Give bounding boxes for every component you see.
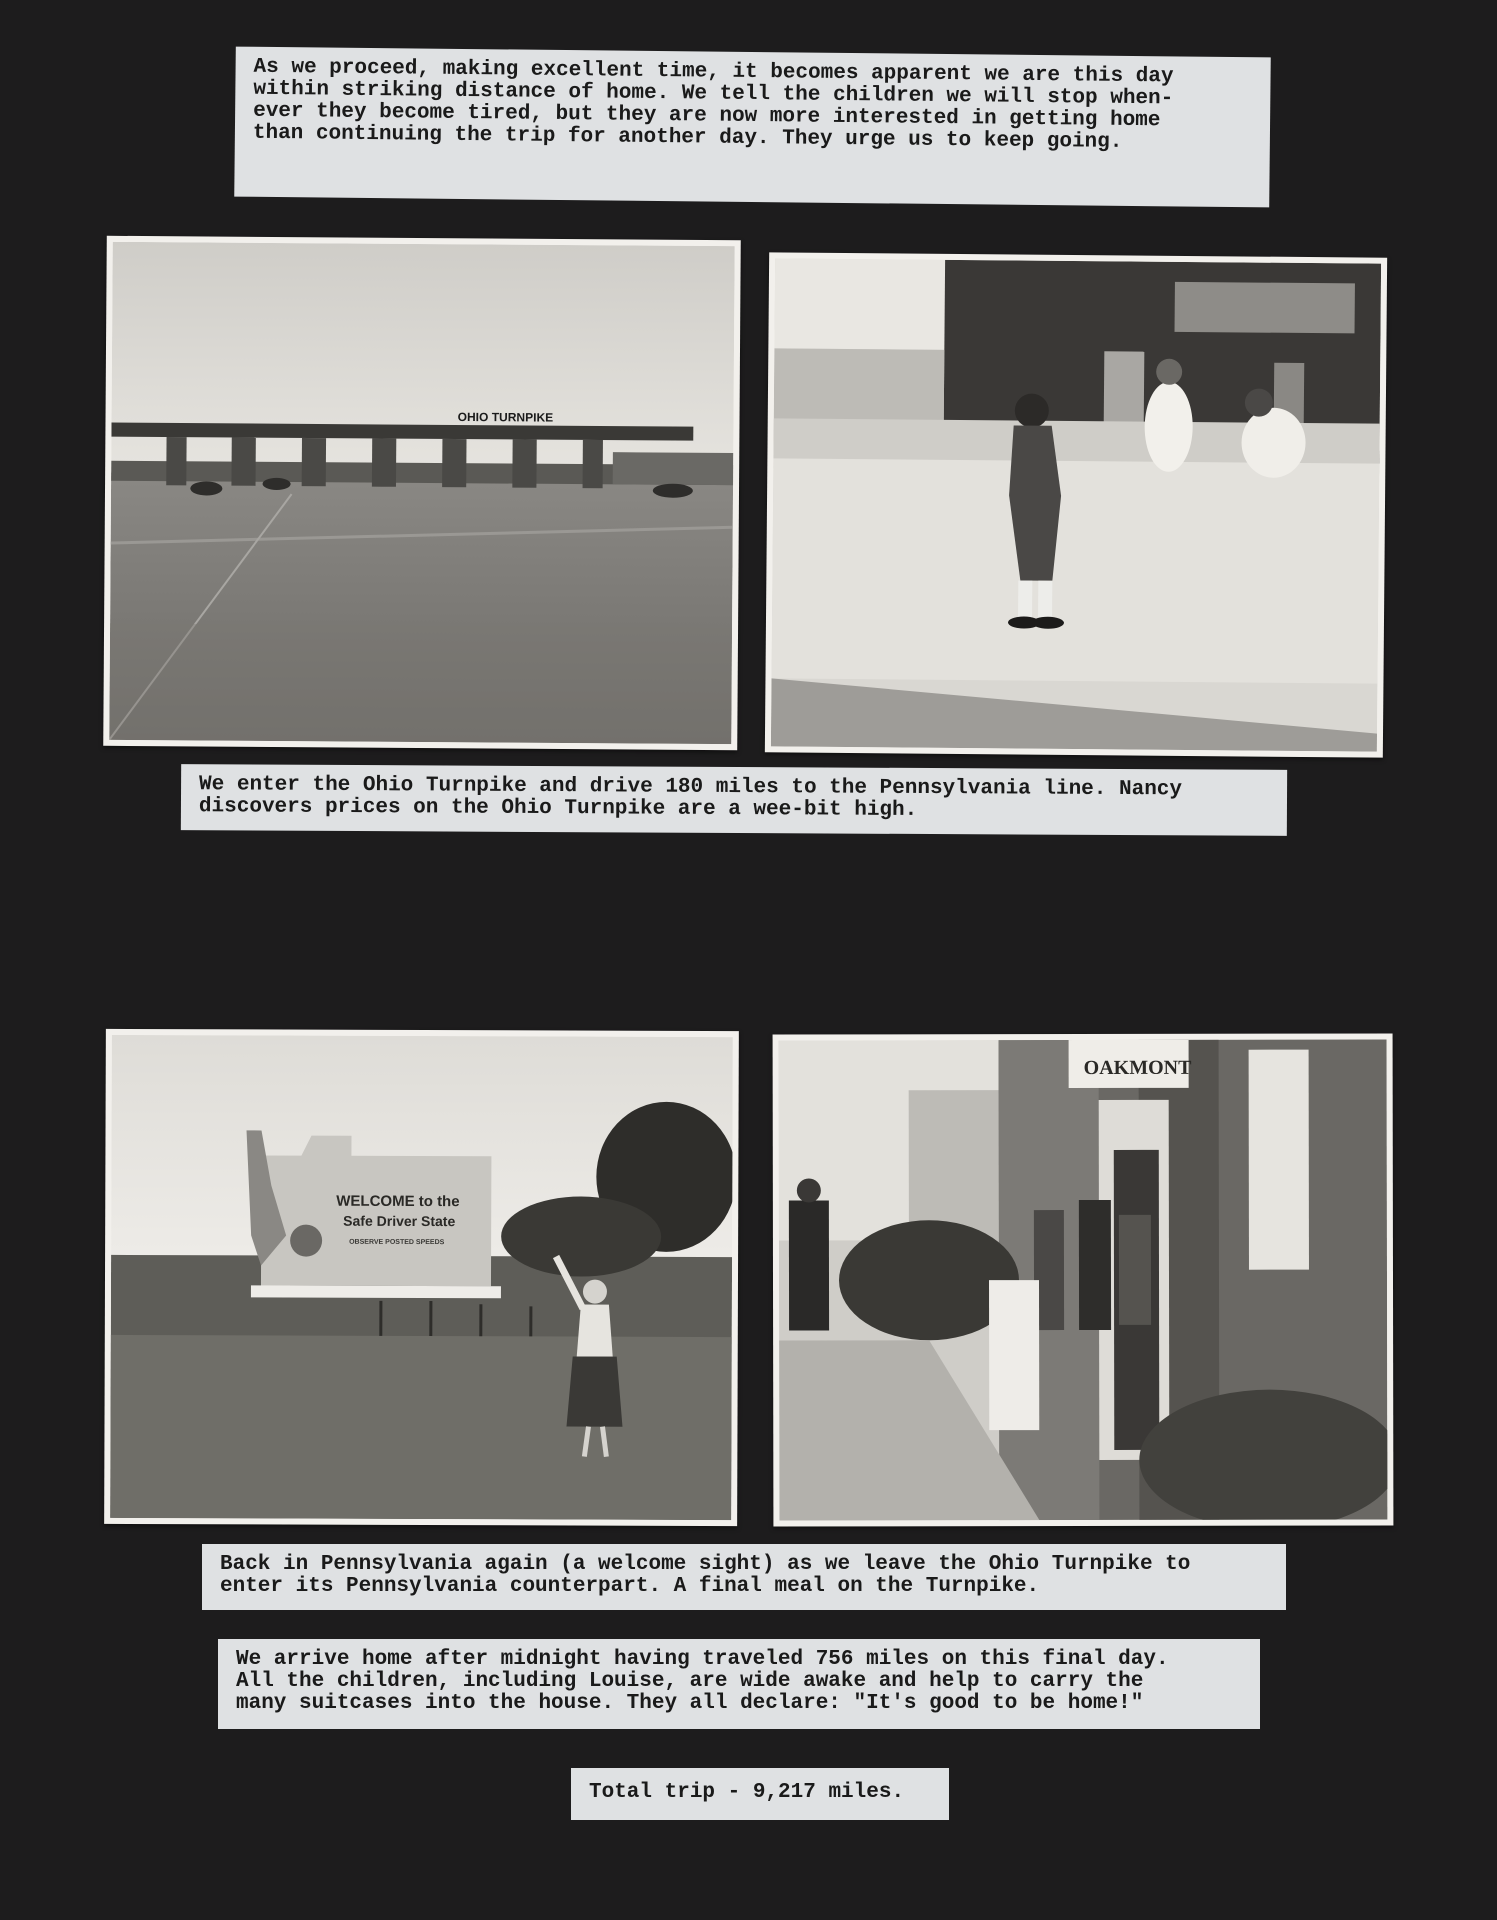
photo-oakmont-service-plaza xyxy=(773,1033,1394,1526)
ohio-turnpike-caption: We enter the Ohio Turnpike and drive 180 miles to the Pennsylvania line. Nancy discovers prices on the Ohio Turnpike are a wee-bit high. xyxy=(181,764,1287,836)
pennsylvania-caption: Back in Pennsylvania again (a welcome sight) as we leave the Ohio Turnpike to enter its Pennsylvania counterpart. A final meal on the Turnpike. xyxy=(202,1544,1286,1610)
toll-plaza-sign-text: OHIO TURNPIKE xyxy=(457,409,554,425)
welcome-sign-line3: OBSERVE POSTED SPEEDS xyxy=(349,1238,445,1247)
photo-turnpike-lunch-counter xyxy=(765,252,1387,757)
arrival-home-caption: We arrive home after midnight having traveled 756 miles on this final day. All the children, including Louise, are wide awake and help to carry the many suitcases into the house. They all declare: "It's good to be home!" xyxy=(218,1639,1260,1729)
total-trip-caption: Total trip - 9,217 miles. xyxy=(571,1768,949,1820)
intro-caption: As we proceed, making excellent time, it becomes apparent we are this day within striking distance of home. We tell the children we will stop when- ever they become tired, but they are now more interested in getting home than continuing the trip for another day. They urge us to keep going. xyxy=(234,47,1271,208)
photo-ohio-turnpike-toll-plaza xyxy=(103,236,741,750)
welcome-sign-line2: Safe Driver State xyxy=(343,1212,456,1230)
welcome-sign-line1: WELCOME to the xyxy=(336,1192,460,1211)
photo-welcome-safe-driver-state-sign xyxy=(104,1029,739,1526)
oakmont-sign-text: OAKMONT xyxy=(1083,1056,1192,1079)
